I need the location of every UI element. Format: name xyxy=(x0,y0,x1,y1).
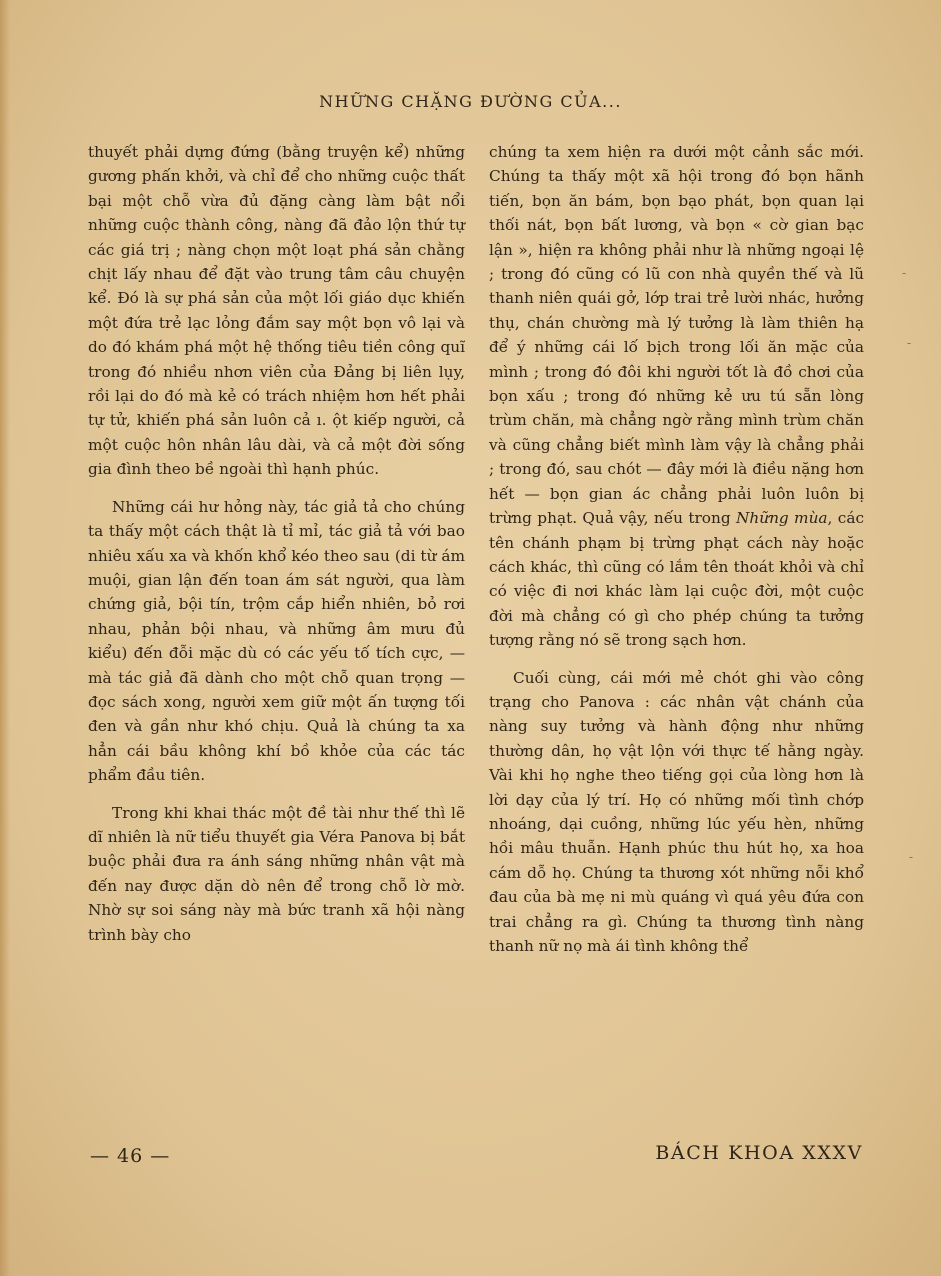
book-title: Những mùa xyxy=(735,509,828,528)
page-number: — 46 — xyxy=(90,1145,171,1167)
left-paragraph-2: Những cái hư hỏng này, tác giả tả cho chúng ta thấy một cách thật là tỉ mỉ, tác giả tả với bao nhiêu xấu xa và khốn khổ kéo theo sau (di từ ám muội, gian lận đến toan ám sát người, qua làm chứng giả, bội tín, trộm cắp hiển nhiên, bỏ rơi nhau, phản bội nhau, và những âm mưu đủ kiểu) đến đỗi mặc dù có các yếu tố tích cực, — mà tác giả đã dành cho một chỗ quan trọng — đọc sách xong, người xem giữ một ấn tượng tối đen và gần như khó chịu. Quả là chúng ta xa hẳn cái bầu không khí bồ khỏe của các tác phẩm đầu tiên. xyxy=(88,497,465,785)
running-head: NHỮNG CHẶNG ĐƯỜNG CỦA... xyxy=(319,92,622,111)
right-paragraph-2: Cuối cùng, cái mới mẻ chót ghi vào công trạng cho Panova : các nhân vật chánh của nàng suy tưởng và hành động như những thường dân, họ vật lộn với thực tế hằng ngày. Vài khi họ nghe theo tiếng gọi của lòng hơn là lời dạy của lý trí. Họ có những mối tình chớp nhoáng, dại cuồng, những lúc yếu hèn, những hồi mâu thuẫn. Hạnh phúc thu hút họ, xa hoa cám dỗ họ. Chúng ta thương xót những nỗi khổ đau của bà mẹ ni mù quáng vì quá yêu đứa con trai chẳng ra gì. Chúng ta thương tình nàng thanh nữ nọ mà ái tình không thể xyxy=(489,668,864,955)
right-paragraph-1-text-b: , các tên chánh phạm bị trừng phạt cách này hoặc cách khác, thì cũng có lắm tên thoát khỏi và chỉ có việc đi nơi khác làm lại cuộc đời, một cuộc đời mà chẳng có gì cho phép chúng ta tưởng tượng rằng nó sẽ trong sạch hơn. xyxy=(489,509,865,650)
left-paragraph-1: thuyết phải dựng đứng (bằng truyện kể) những gương phấn khởi, và chỉ để cho những cuộc thất bại một chỗ vừa đủ đặng càng làm bật nổi những cuộc thành công, nàng đã đảo lộn thứ tự các giá trị ; nàng chọn một loạt phá sản chằng chịt lấy nhau để đặt vào trung tâm câu chuyện kể. Đó là sự phá sản của một lối giáo dục khiến một đứa trẻ lạc lỏng đắm say một bọn vô lại và do đó khám phá một hệ thống tiêu tiền công quĩ trong đó nhiều nhơn viên của Đảng bị liên lụy, rồi lại do đó mà kẻ có trách nhiệm hơn hết phải tự tử, khiến phá sản luôn cả ı. ột kiếp người, cả một cuộc hôn nhân lâu dài, và cả một đời sống gia đình theo bề ngoài thì hạnh phúc. xyxy=(88,143,465,479)
right-column xyxy=(489,140,864,958)
magazine-name: BÁCH KHOA XXXV xyxy=(655,1142,863,1164)
left-paragraph-3: Trong khi khai thác một đề tài như thế thì lẽ dĩ nhiên là nữ tiểu thuyết gia Véra Panova bị bắt buộc phải đưa ra ánh sáng những nhân vật mà đến nay được dặn dò nên để trong chỗ lờ mờ. Nhờ sự soi sáng này mà bức tranh xã hội nàng trình bày cho xyxy=(88,803,465,944)
margin-speck: - xyxy=(909,850,914,864)
margin-speck: - xyxy=(907,336,912,350)
right-paragraph-1 xyxy=(489,140,864,653)
margin-speck: - xyxy=(902,266,907,280)
left-column xyxy=(88,140,465,947)
right-paragraph-1-text-a: chúng ta xem hiện ra dưới một cảnh sắc mới. Chúng ta thấy một xã hội trong đó bọn hãnh tiến, bọn ăn bám, bọn bạo phát, bọn quan lại thối nát, bọn bất lương, và bọn « cờ gian bạc lận », hiện ra không phải như là những ngoại lệ ; trong đó cũng có lũ con nhà quyền thế và lũ thanh niên quái gở, lớp trai trẻ lười nhác, hưởng thụ, chán chường mà lý tưởng là làm thiên hạ để ý những cái lố bịch trong lối ăn mặc của mình ; trong đó đôi khi người tốt là đồ chơi của bọn xấu ; trong đó những kẻ ưu tú sẵn lòng trùm chăn, mà chẳng ngờ rằng mình trùm chăn và cũng chẳng biết mình làm vậy là chẳng phải ; trong đó, sau chót — đây mới là điều nặng hơn hết — bọn gian ác chẳng phải luôn luôn bị trừng phạt. Quả vậy, nếu trong xyxy=(489,143,864,528)
